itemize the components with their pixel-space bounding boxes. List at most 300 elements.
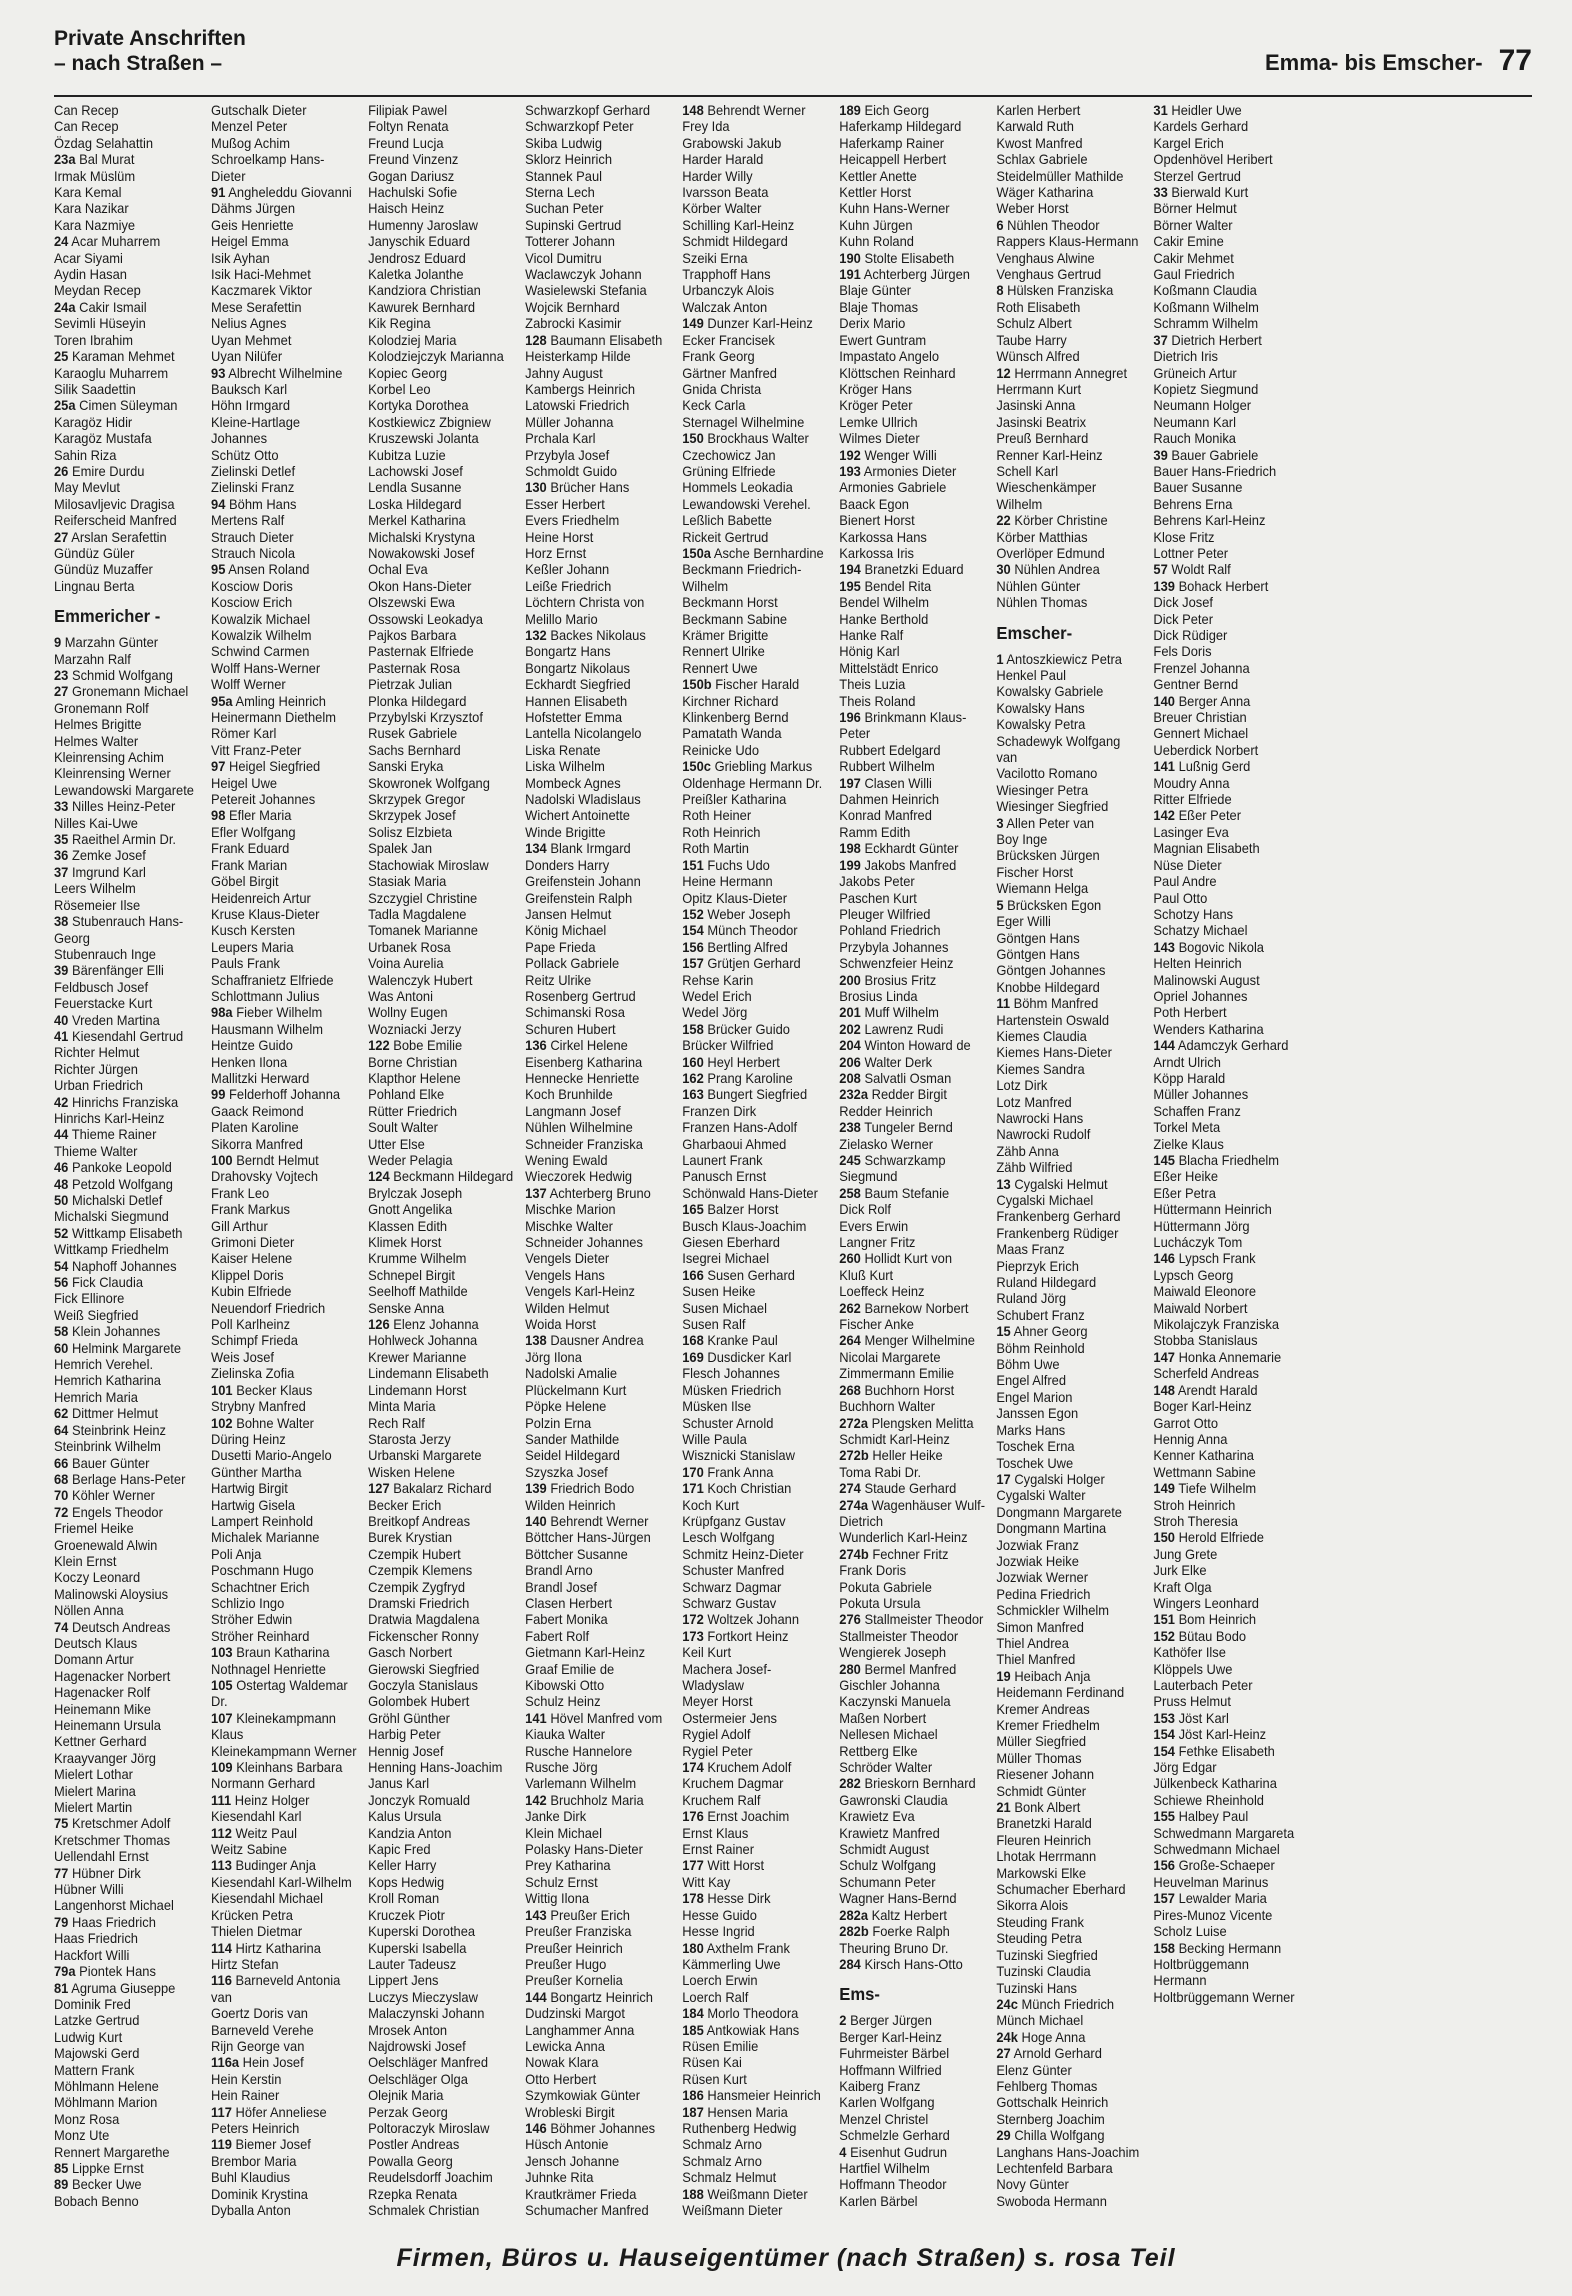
- address-entry: Armonies Gabriele: [839, 480, 947, 496]
- address-entry: Woida Horst: [525, 1317, 597, 1333]
- address-entry: Soult Walter: [368, 1120, 438, 1136]
- address-entry: 158 Becking Hermann: [1153, 1940, 1282, 1956]
- address-entry: Engel Alfred: [996, 1373, 1067, 1389]
- address-entry: 139 Bohack Herbert: [1153, 578, 1269, 594]
- address-entry: 4 Eisenhut Gudrun: [839, 2144, 947, 2160]
- address-entry: Lippert Jens: [368, 1973, 439, 1989]
- address-entry: Göntgen Hans: [996, 946, 1080, 962]
- address-entry: Aydin Hasan: [54, 267, 128, 283]
- address-entry: Kettner Gerhard: [54, 1734, 147, 1750]
- address-entry: Buchhorn Walter: [839, 1399, 936, 1415]
- header-divider: [54, 95, 1532, 97]
- address-entry: Janus Karl: [368, 1776, 430, 1792]
- address-entry: Schwedmann Michael: [1153, 1842, 1280, 1858]
- address-entry: Scherfeld Andreas: [1153, 1366, 1259, 1382]
- address-entry: Graaf Emilie de: [525, 1661, 615, 1677]
- address-entry: 39 Bauer Gabriele: [1153, 447, 1259, 463]
- address-entry: Wolff Werner: [211, 677, 286, 693]
- address-entry: Pajkos Barbara: [368, 628, 457, 643]
- address-entry: 124 Beckmann Hildegard: [368, 1169, 514, 1185]
- address-entry: Starosta Jerzy: [368, 1431, 451, 1447]
- address-entry: 162 Prang Karoline: [682, 1070, 793, 1086]
- address-entry: Klapthor Helene: [368, 1070, 461, 1086]
- address-entry: Hemrich Maria: [54, 1389, 138, 1405]
- address-entry: Neuendorf Friedrich: [211, 1300, 326, 1316]
- address-entry: Thiel Andrea: [996, 1635, 1069, 1651]
- address-entry: Wisken Helene: [368, 1464, 455, 1480]
- address-entry: Vitt Franz-Peter: [211, 742, 302, 758]
- address-entry: Weder Pelagia: [368, 1153, 453, 1168]
- address-entry: Heine Horst: [525, 529, 594, 545]
- address-entry: 11 Böhm Manfred: [996, 996, 1099, 1012]
- address-entry: Henning Hans-Joachim: [368, 1760, 503, 1776]
- address-entry: 177 Witt Horst: [682, 1858, 765, 1874]
- address-entry: Fels Doris: [1153, 644, 1212, 660]
- address-entry: Winde Brigitte: [525, 824, 606, 840]
- address-entry: Renner Karl-Heinz: [996, 447, 1103, 463]
- address-entry: Lauter Tadeusz: [368, 1956, 457, 1972]
- address-entry: 29 Chilla Wolfgang: [996, 2128, 1105, 2144]
- address-entry: Kara Nazmiye: [54, 217, 136, 233]
- address-entry: Skrzypek Josef: [368, 808, 456, 824]
- address-entry: Schuster Arnold: [682, 1415, 774, 1431]
- address-entry: Uyan Mehmet: [211, 332, 292, 348]
- address-entry: Nöllen Anna: [54, 1603, 124, 1619]
- address-entry: Schwarzkopf Gerhard: [525, 103, 651, 118]
- address-entry: Fabert Monika: [525, 1612, 608, 1628]
- address-entry: Eisenberg Katharina: [525, 1054, 643, 1070]
- address-entry: Opitz Klaus-Dieter: [682, 890, 788, 906]
- address-entry: Donders Harry: [525, 857, 610, 873]
- address-entry: Kuhn Roland: [839, 234, 914, 250]
- address-entry: Gärtner Manfred: [682, 365, 777, 381]
- address-entry: 81 Agruma Giuseppe: [54, 1980, 176, 1996]
- address-entry: Dick Rüdiger: [1153, 628, 1228, 643]
- address-entry: 130 Brücher Hans: [525, 480, 630, 496]
- address-entry: Gietmann Karl-Heinz: [525, 1645, 646, 1661]
- address-entry: Czempik Klemens: [368, 1563, 473, 1579]
- address-entry: König Michael: [525, 923, 607, 939]
- address-entry: Horz Ernst: [525, 545, 587, 561]
- address-entry: Redder Heinrich: [839, 1103, 933, 1119]
- address-entry: Lingnau Berta: [54, 578, 135, 594]
- address-entry: Nawrocki Rudolf: [996, 1127, 1091, 1143]
- address-entry: Schönwald Hans-Dieter: [682, 1185, 818, 1201]
- address-entry: 196 Brinkmann Klaus-Peter: [839, 710, 967, 742]
- address-entry: 155 Halbey Paul: [1153, 1809, 1249, 1825]
- address-entry: Hesse Guido: [682, 1907, 757, 1923]
- address-entry: Preußer Franziska: [525, 1924, 632, 1940]
- address-entry: 97 Heigel Siegfried: [211, 759, 321, 775]
- address-entry: 141 Lußnig Gerd: [1153, 759, 1251, 775]
- address-entry: Supinski Gertrud: [525, 217, 622, 233]
- address-entry: 60 Helmink Margarete: [54, 1340, 182, 1356]
- address-entry: Kawurek Bernhard: [368, 299, 476, 315]
- address-entry: Schadewyk Wolfgang van: [996, 733, 1121, 766]
- address-entry: Schmidt Günter: [996, 1783, 1087, 1799]
- address-entry: Pokuta Gabriele: [839, 1579, 932, 1595]
- address-entry: Loerch Ralf: [682, 1989, 749, 2005]
- address-entry: Bauer Hans-Friedrich: [1153, 463, 1277, 479]
- address-entry: 154 Jöst Karl-Heinz: [1153, 1727, 1267, 1743]
- address-entry: Krawietz Manfred: [839, 1825, 940, 1841]
- address-entry: Kettler Anette: [839, 168, 917, 184]
- address-entry: Hausmann Wilhelm: [211, 1021, 324, 1037]
- address-entry: Zielinski Franz: [211, 480, 295, 496]
- address-entry: Ernst Klaus: [682, 1825, 749, 1841]
- address-entry: 146 Lypsch Frank: [1153, 1251, 1256, 1267]
- address-entry: Wedel Erich: [682, 988, 752, 1004]
- address-entry: 272b Heller Heike: [839, 1448, 943, 1464]
- address-entry: Brandl Arno: [525, 1563, 593, 1579]
- address-entry: Sikorra Alois: [996, 1898, 1069, 1914]
- address-entry: Frank Georg: [682, 349, 755, 365]
- street-range: Emma- bis Emscher-: [1264, 50, 1483, 75]
- address-entry: Lauterbach Peter: [1153, 1678, 1253, 1693]
- address-entry: Schell Karl: [996, 463, 1059, 479]
- address-entry: 150 Herold Elfriede: [1153, 1530, 1265, 1546]
- address-entry: 103 Braun Katharina: [211, 1645, 330, 1661]
- address-entry: 282 Brieskorn Bernhard: [839, 1776, 976, 1792]
- address-entry: Jurk Elke: [1153, 1563, 1207, 1579]
- address-entry: 174 Kruchem Adolf: [682, 1760, 792, 1776]
- address-entry: Utter Else: [368, 1136, 425, 1152]
- address-entry: Preußer Heinrich: [525, 1940, 623, 1956]
- address-entry: Steinbrink Wilhelm: [54, 1439, 161, 1455]
- address-entry: Kolodziejczyk Marianna: [368, 349, 504, 365]
- address-entry: Blaje Günter: [839, 283, 912, 299]
- address-entry: Evers Erwin: [839, 1218, 909, 1234]
- address-entry: Kirchner Richard: [682, 693, 779, 709]
- address-entry: Karkossa Iris: [839, 545, 914, 561]
- address-entry: Lindemann Horst: [368, 1382, 467, 1398]
- address-entry: Lechtenfeld Barbara: [996, 2160, 1113, 2176]
- address-entry: Ossowski Leokadya: [368, 611, 483, 627]
- address-entry: 128 Baumann Elisabeth: [525, 332, 663, 348]
- address-entry: Rettberg Elke: [839, 1743, 918, 1759]
- address-entry: Mielert Martin: [54, 1800, 133, 1816]
- address-entry: Thielen Dietmar: [211, 1924, 303, 1940]
- address-entry: 173 Fortkort Heinz: [682, 1628, 789, 1644]
- address-entry: Merkel Katharina: [368, 513, 466, 529]
- address-entry: 22 Körber Christine: [996, 513, 1108, 529]
- address-entry: May Mevlut: [54, 480, 121, 496]
- address-entry: Jonczyk Romuald: [368, 1792, 471, 1808]
- address-entry: Grüneich Artur: [1153, 365, 1237, 381]
- address-entry: 95a Amling Heinrich: [211, 693, 326, 709]
- address-entry: Münch Michael: [996, 2013, 1084, 2029]
- address-entry: Rennert Ulrike: [682, 644, 765, 660]
- address-entry: Gnott Angelika: [368, 1202, 453, 1218]
- address-entry: Rech Ralf: [368, 1415, 425, 1431]
- address-entry: Eßer Petra: [1153, 1185, 1216, 1201]
- address-entry: Normann Gerhard: [211, 1776, 316, 1792]
- address-entry: Klose Fritz: [1153, 529, 1215, 545]
- address-entry: Gennert Michael: [1153, 726, 1249, 742]
- address-entry: Schubert Franz: [996, 1307, 1085, 1323]
- address-entry: Urbanski Margarete: [368, 1448, 482, 1464]
- address-entry: Szyszka Josef: [525, 1464, 608, 1480]
- address-entry: Cygalski Michael: [996, 1193, 1094, 1208]
- address-entry: Maiwald Eleonore: [1153, 1284, 1257, 1300]
- address-entry: Vengels Karl-Heinz: [525, 1284, 636, 1300]
- address-entry: Schumacher Eberhard: [996, 1882, 1126, 1898]
- address-entry: Wilden Heinrich: [525, 1497, 616, 1513]
- address-entry: Weitz Sabine: [211, 1842, 287, 1858]
- address-entry: Mittelstädt Enrico: [839, 660, 939, 676]
- address-entry: Panusch Ernst: [682, 1169, 767, 1185]
- address-entry: 105 Ostertag Waldemar Dr.: [211, 1678, 348, 1710]
- address-entry: Kusch Kersten: [211, 923, 296, 939]
- address-entry: Müller Johanna: [525, 414, 614, 430]
- address-entry: Schmalek Christian: [368, 2203, 480, 2218]
- address-entry: Sikorra Manfred: [211, 1136, 303, 1152]
- address-entry: Platen Karoline: [211, 1120, 299, 1136]
- address-entry: Boger Karl-Heinz: [1153, 1399, 1252, 1415]
- address-entry: Klimek Horst: [368, 1235, 442, 1251]
- address-entry: Nadolski Amalie: [525, 1366, 618, 1382]
- address-entry: Sklorz Heinrich: [525, 152, 613, 168]
- address-entry: 153 Jöst Karl: [1153, 1710, 1229, 1726]
- address-entry: Hagenacker Rolf: [54, 1685, 151, 1701]
- address-entry: Nothnagel Henriette: [211, 1661, 326, 1677]
- address-entry: Zielinska Zofia: [211, 1366, 295, 1382]
- address-entry: Olejnik Maria: [368, 2088, 444, 2104]
- address-entry: Böhm Uwe: [996, 1357, 1060, 1373]
- address-entry: 274b Fechner Fritz: [839, 1546, 949, 1562]
- address-entry: Frey Ida: [682, 119, 730, 135]
- address-entry: Ruland Jörg: [996, 1291, 1067, 1307]
- address-entry: Kortyka Dorothea: [368, 398, 469, 414]
- address-entry: Böttcher Susanne: [525, 1546, 628, 1562]
- address-entry: Lampert Reinhold: [211, 1513, 314, 1529]
- address-entry: Kruchem Ralf: [682, 1792, 761, 1808]
- address-entry: Pöpke Helene: [525, 1399, 607, 1415]
- address-entry: 111 Heinz Holger: [211, 1792, 310, 1808]
- address-entry: Hüsch Antonie: [525, 2137, 609, 2153]
- address-entry: Hüttermann Heinrich: [1153, 1202, 1272, 1218]
- address-entry: Neumann Karl: [1153, 414, 1236, 430]
- address-entry: Schwind Carmen: [211, 644, 310, 660]
- address-entry: Berger Karl-Heinz: [839, 2029, 942, 2045]
- address-entry: 77 Hübner Dirk: [54, 1865, 141, 1881]
- address-entry: 143 Bogovic Nikola: [1153, 939, 1265, 955]
- address-entry: Pasternak Rosa: [368, 660, 461, 676]
- address-entry: Kaczynski Manuela: [839, 1694, 951, 1710]
- address-entry: Nühlen Thomas: [996, 595, 1088, 611]
- address-entry: Hohlweck Johanna: [368, 1333, 478, 1349]
- address-entry: 185 Antkowiak Hans: [682, 2022, 800, 2038]
- address-entry: 191 Achterberg Jürgen: [839, 267, 970, 283]
- address-entry: Groenewald Alwin: [54, 1537, 158, 1553]
- address-entry: 6 Nühlen Theodor: [996, 217, 1100, 233]
- address-entry: Paul Andre: [1153, 874, 1217, 890]
- address-entry: Koßmann Claudia: [1153, 283, 1257, 299]
- address-entry: 142 Bruchholz Maria: [525, 1792, 644, 1808]
- address-entry: Opdenhövel Heribert: [1153, 152, 1273, 168]
- address-entry: Roth Heinrich: [682, 824, 761, 840]
- address-entry: Blaje Thomas: [839, 299, 919, 315]
- address-entry: Wichert Antoinette: [525, 808, 630, 824]
- address-entry: Malinowski August: [1153, 972, 1260, 988]
- address-entry: Frank Markus: [211, 1202, 291, 1218]
- address-entry: 150c Griebling Markus: [682, 759, 813, 775]
- address-entry: Freund Vinzenz: [368, 152, 459, 168]
- address-entry: Frank Leo: [211, 1185, 270, 1201]
- address-entry: 116a Hein Josef: [211, 2055, 304, 2071]
- address-entry: Poli Anja: [211, 1546, 262, 1562]
- address-entry: Perzak Georg: [368, 2104, 448, 2120]
- address-entry: Esser Herbert: [525, 496, 605, 512]
- address-entry: Krautkrämer Frieda: [525, 2186, 637, 2202]
- address-entry: Kenner Katharina: [1153, 1448, 1254, 1464]
- address-entry: 144 Bongartz Heinrich: [525, 1989, 653, 2005]
- address-entry: Kaiberg Franz: [839, 2078, 921, 2094]
- address-entry: Strybny Manfred: [211, 1399, 306, 1415]
- address-entry: Nellesen Michael: [839, 1727, 938, 1743]
- street-heading: Emmericher -: [54, 606, 161, 627]
- address-entry: Schramm Wilhelm: [1153, 316, 1259, 332]
- address-entry: 25a Cimen Süleyman: [54, 398, 178, 414]
- address-entry: Ströher Reinhard: [211, 1628, 310, 1644]
- address-entry: Schmickler Wilhelm: [996, 1603, 1110, 1619]
- address-entry: Walczak Anton: [682, 299, 768, 315]
- address-entry: Overlöper Edmund: [996, 545, 1105, 561]
- address-entry: Breitkopf Andreas: [368, 1513, 471, 1529]
- address-entry: 27 Arslan Serafettin: [54, 529, 167, 545]
- address-entry: Kaletka Jolanthe: [368, 267, 464, 283]
- address-entry: 75 Kretschmer Adolf: [54, 1816, 171, 1832]
- address-entry: Simon Manfred: [996, 1619, 1084, 1635]
- address-entry: Petereit Johannes: [211, 792, 316, 808]
- address-entry: Postler Andreas: [368, 2137, 460, 2153]
- address-entry: Weiß Siegfried: [54, 1307, 139, 1323]
- address-entry: Spalek Jan: [368, 841, 433, 857]
- address-entry: Ueberdick Norbert: [1153, 742, 1259, 758]
- address-entry: Zabrocki Kasimir: [525, 316, 622, 332]
- address-entry: Henkel Paul: [996, 668, 1067, 683]
- address-entry: Mischke Walter: [525, 1218, 613, 1234]
- address-entry: Franzen Hans-Adolf: [682, 1120, 798, 1136]
- address-entry: Wäger Katharina: [996, 185, 1094, 201]
- address-entry: Gasch Norbert: [368, 1645, 453, 1661]
- address-entry: Langhammer Anna: [525, 2022, 635, 2038]
- address-entry: Jozwiak Franz: [996, 1537, 1079, 1553]
- address-entry: Michalek Marianne: [211, 1530, 320, 1546]
- address-entry: Lachowski Josef: [368, 463, 463, 479]
- address-entry: 44 Thieme Rainer: [54, 1127, 157, 1143]
- address-entry: Krewer Marianne: [368, 1349, 467, 1365]
- address-entry: Kowalzik Wilhelm: [211, 628, 312, 643]
- address-entry: Jakobs Peter: [839, 874, 915, 890]
- address-entry: Swoboda Hermann: [996, 2193, 1107, 2209]
- address-entry: 268 Buchhorn Horst: [839, 1382, 955, 1398]
- address-entry: Pasternak Elfriede: [368, 644, 474, 660]
- address-entry: Schuster Manfred: [682, 1563, 785, 1579]
- address-entry: 280 Bermel Manfred: [839, 1661, 957, 1677]
- address-entry: Krawietz Eva: [839, 1809, 915, 1825]
- address-entry: Cygalski Walter: [996, 1488, 1086, 1504]
- address-entry: Lewicka Anna: [525, 2038, 605, 2054]
- address-entry: Leßlich Babette: [682, 513, 772, 529]
- address-entry: Koczy Leonard: [54, 1570, 141, 1586]
- address-entry: Lemke Ullrich: [839, 414, 918, 430]
- address-entry: Kiemes Claudia: [996, 1028, 1087, 1044]
- address-entry: Körber Walter: [682, 201, 762, 217]
- address-entry: Skiba Ludwig: [525, 135, 603, 151]
- address-entry: Gröhl Günther: [368, 1710, 450, 1726]
- address-entry: Rusche Hannelore: [525, 1743, 633, 1759]
- address-entry: Schneider Johannes: [525, 1235, 643, 1251]
- address-entry: Peters Heinrich: [211, 2120, 300, 2136]
- address-entry: Becker Erich: [368, 1497, 442, 1513]
- address-entry: 260 Hollidt Kurt von: [839, 1251, 953, 1267]
- address-entry: Helmes Walter: [54, 733, 139, 749]
- address-entry: 154 Münch Theodor: [682, 923, 798, 939]
- address-entry: Karlen Herbert: [996, 103, 1081, 118]
- address-entry: Schnepel Birgit: [368, 1267, 455, 1283]
- address-entry: Mrosek Anton: [368, 2022, 448, 2038]
- address-entry: 139 Friedrich Bodo: [525, 1481, 635, 1497]
- address-entry: Heisterkamp Hilde: [525, 349, 631, 365]
- address-entry: Juhnke Rita: [525, 2170, 594, 2186]
- address-entry: Dick Rolf: [839, 1202, 891, 1218]
- address-entry: Elenz Günter: [996, 2062, 1072, 2078]
- address-entry: Bendel Wilhelm: [839, 595, 930, 611]
- address-entry: Jahny August: [525, 365, 603, 381]
- address-entry: 150 Brockhaus Walter: [682, 431, 809, 447]
- address-entry: Riesener Johann: [996, 1767, 1095, 1783]
- address-entry: Szczygiel Christine: [368, 890, 478, 906]
- address-entry: Rubbert Edelgard: [839, 742, 941, 758]
- address-entry: Göntgen Hans: [996, 930, 1080, 946]
- address-entry: Waclawczyk Johann: [525, 267, 642, 283]
- address-entry: Okon Hans-Dieter: [368, 578, 472, 594]
- address-entry: Preißler Katharina: [682, 792, 787, 808]
- address-entry: Schwedmann Margareta: [1153, 1825, 1295, 1841]
- address-entry: Flesch Johannes: [682, 1366, 780, 1382]
- address-entry: Nelius Agnes: [211, 316, 287, 332]
- address-entry: Gronemann Rolf: [54, 700, 149, 716]
- address-entry: Krämer Brigitte: [682, 628, 769, 643]
- address-entry: 178 Hesse Dirk: [682, 1891, 771, 1907]
- address-entry: Totterer Johann: [525, 234, 615, 250]
- address-entry: Michalski Krystyna: [368, 529, 476, 545]
- address-entry: Holtbrüggemann Hermann: [1153, 1956, 1249, 1989]
- address-entry: Möhlmann Marion: [54, 2095, 158, 2111]
- address-entry: Clasen Herbert: [525, 1595, 613, 1611]
- address-entry: Arndt Ulrich: [1153, 1054, 1221, 1070]
- address-entry: Gogan Dariusz: [368, 168, 455, 184]
- address-entry: Bienert Horst: [839, 513, 915, 529]
- address-entry: 94 Böhm Hans: [211, 496, 297, 512]
- address-entry: 204 Winton Howard de: [839, 1038, 971, 1054]
- address-entry: 9 Marzahn Günter: [54, 635, 159, 651]
- address-entry: Szeiki Erna: [682, 250, 748, 266]
- address-entry: Lewandowski Verehel.: [682, 496, 811, 512]
- address-entry: 156 Große-Schaeper: [1153, 1858, 1275, 1874]
- address-entry: Janyschik Eduard: [368, 234, 471, 250]
- address-entry: Bauksch Karl: [211, 381, 288, 397]
- address-entry: Pieprzyk Erich: [996, 1258, 1079, 1274]
- address-entry: 116 Barneveld Antonia van: [211, 1973, 341, 2005]
- address-entry: Susen Ralf: [682, 1317, 746, 1333]
- address-entry: 37 Imgrund Karl: [54, 864, 146, 880]
- address-entry: 42 Hinrichs Franziska: [54, 1094, 179, 1110]
- address-entry: Scholz Luise: [1153, 1924, 1227, 1940]
- address-entry: Zähb Anna: [996, 1143, 1059, 1159]
- address-entry: Nawrocki Hans: [996, 1110, 1084, 1126]
